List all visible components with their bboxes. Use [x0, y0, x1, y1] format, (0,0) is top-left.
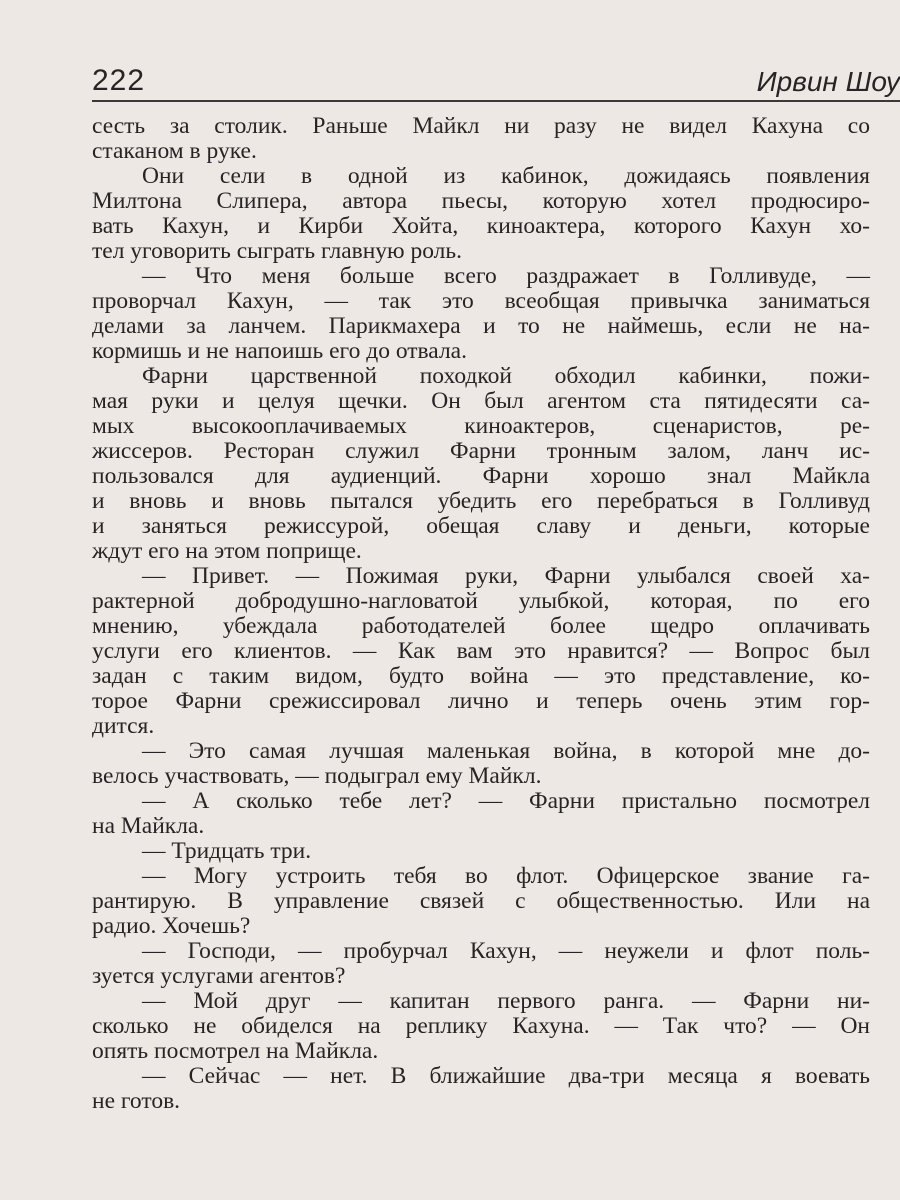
text-line: услуги его клиентов. — Как вам это нравится? — Вопрос был [92, 638, 870, 664]
text-line: — Господи, — пробурчал Кахун, — неужели и флот поль- [142, 938, 870, 964]
text-line: — А сколько тебе лет? — Фарни пристально посмотрел [142, 788, 870, 814]
text-line: мая руки и целуя щечки. Он был агентом ста пятидесяти са- [92, 388, 870, 414]
author-name: Ирвин Шоу [756, 66, 900, 97]
text-line: и вновь и вновь пытался убедить его перебраться в Голливуд [92, 488, 870, 514]
page-number: 222 [92, 64, 146, 97]
text-line: — Тридцать три. [142, 838, 312, 864]
text-line: — Это самая лучшая маленькая война, в которой мне до- [142, 738, 870, 764]
text-line: ждут его на этом поприще. [92, 538, 362, 564]
text-line: — Привет. — Пожимая руки, Фарни улыбался своей ха- [142, 563, 870, 589]
text-line: кормишь и не напоишь его до отвала. [92, 338, 467, 364]
text-line: — Что меня больше всего раздражает в Голливуде, — [142, 263, 870, 289]
text-line: стаканом в руке. [92, 138, 257, 164]
text-line: на Майкла. [92, 813, 205, 839]
page-body-text [92, 114, 870, 1114]
text-line: тел уговорить сыграть главную роль. [92, 238, 462, 264]
text-line: и заняться режиссурой, обещая славу и деньги, которые [92, 513, 870, 539]
text-line: мнению, убеждала работодателей более щедро оплачивать [92, 613, 870, 639]
text-line: — Мой друг — капитан первого ранга. — Фарни ни- [142, 988, 870, 1014]
text-line: задан с таким видом, будто война — это представление, ко- [92, 663, 870, 689]
text-line: Милтона Слипера, автора пьесы, которую хотел продюсиро- [92, 188, 870, 214]
text-line: не готов. [92, 1088, 181, 1114]
running-header [92, 62, 900, 102]
text-line: — Могу устроить тебя во флот. Офицерское звание га- [142, 863, 870, 889]
text-line: велось участвовать, — подыграл ему Майкл. [92, 763, 542, 789]
text-line: сколько не обиделся на реплику Кахуна. — Так что? — Он [92, 1013, 870, 1039]
text-line: рантирую. В управление связей с общественностью. Или на [92, 888, 870, 914]
text-line: мых высокооплачиваемых киноактеров, сценаристов, ре- [92, 413, 870, 439]
text-line: вать Кахун, и Кирби Хойта, киноактера, которого Кахун хо- [92, 213, 870, 239]
text-line: торое Фарни срежиссировал лично и теперь очень этим гор- [92, 688, 870, 714]
text-line: Фарни царственной походкой обходил кабинки, пожи- [142, 363, 870, 389]
text-line: проворчал Кахун, — так это всеобщая привычка заниматься [92, 288, 870, 314]
text-line: радио. Хочешь? [92, 913, 251, 939]
text-line: сесть за столик. Раньше Майкл ни разу не видел Кахуна со [92, 113, 870, 139]
text-line: пользовался для аудиенций. Фарни хорошо знал Майкла [92, 463, 870, 489]
text-line: — Сейчас — нет. В ближайшие два-три месяца я воевать [142, 1063, 870, 1089]
text-line: опять посмотрел на Майкла. [92, 1038, 379, 1064]
text-line: Они сели в одной из кабинок, дожидаясь появления [142, 163, 870, 189]
text-line: дится. [92, 713, 155, 739]
text-line: зуется услугами агентов? [92, 963, 346, 989]
text-line: делами за ланчем. Парикмахера и то не наймешь, если не на- [92, 313, 870, 339]
text-line: жиссеров. Ресторан служил Фарни тронным залом, ланч ис- [92, 438, 870, 464]
text-line: рактерной добродушно-нагловатой улыбкой, которая, по его [92, 588, 870, 614]
